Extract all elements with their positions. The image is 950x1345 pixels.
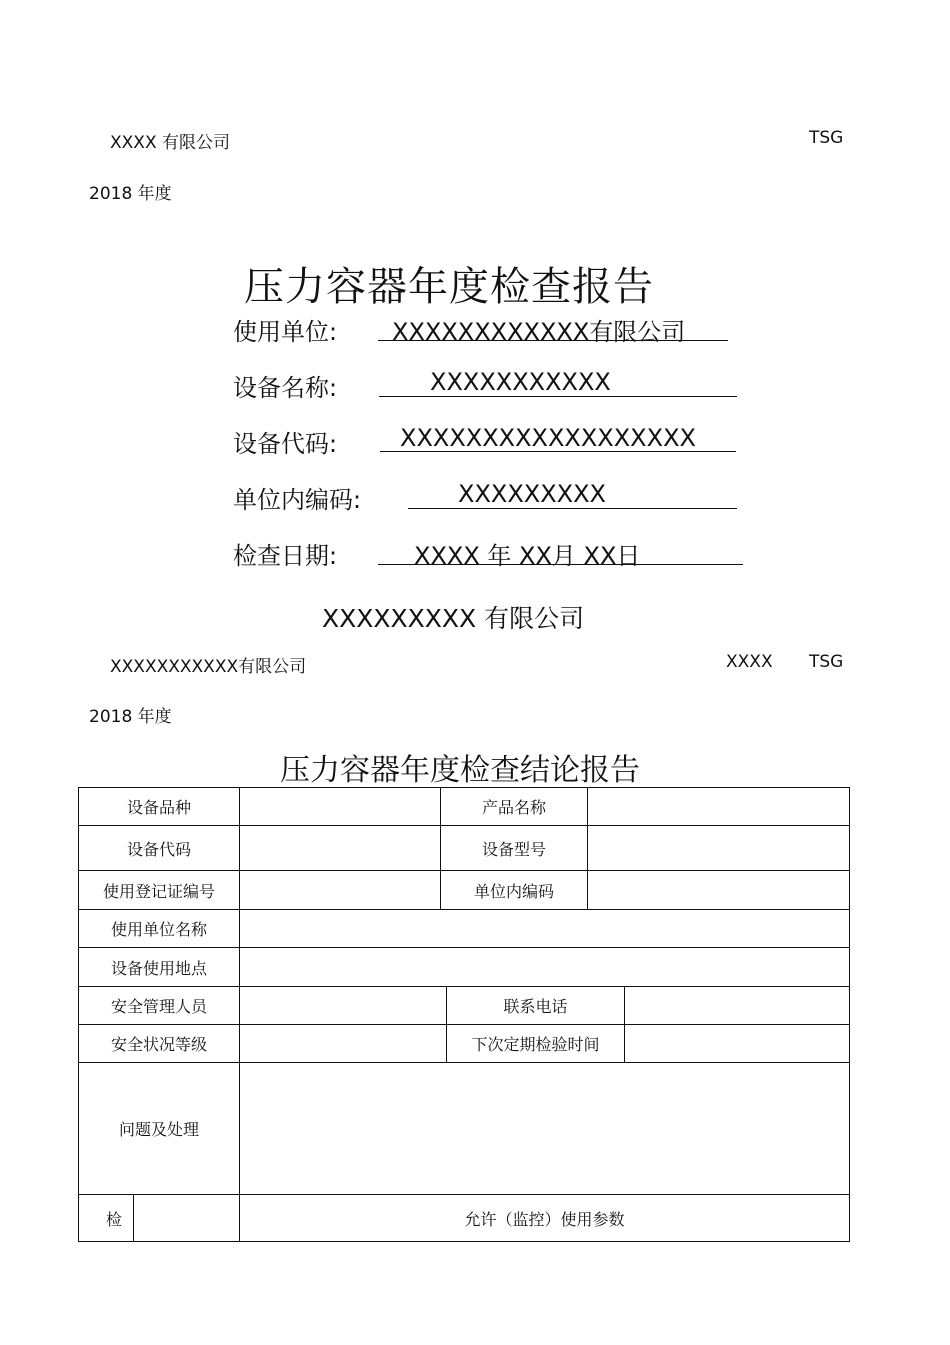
table-row [79,948,850,987]
cell-value[interactable] [240,948,850,987]
header-x: XXXX [726,652,773,672]
report-year: 2018 年度 [89,707,172,727]
table-row [79,1195,850,1242]
table-row [79,871,850,910]
company-name: XXXXXXXXX 有限公司 [322,604,585,633]
header-company: XXXX 有限公司 [110,133,230,153]
underline [378,564,743,565]
field-label-internal-code: 单位内编码: [233,486,362,514]
field-label-inspection-date: 检查日期: [233,542,338,570]
cell-value[interactable] [240,788,441,826]
cell-value[interactable] [588,871,850,910]
underline [378,340,728,341]
field-value-user-unit: XXXXXXXXXXXX有限公司 [392,318,686,346]
table-row [79,1063,850,1195]
header-code: TSG [809,128,844,148]
field-value-equipment-code: XXXXXXXXXXXXXXXXXX [400,424,696,452]
table-row [79,910,850,948]
underline [379,396,737,397]
cell-value[interactable] [240,1063,850,1195]
cell-label: 问题及处理 [79,1063,240,1195]
cell-label: 使用登记证编号 [79,871,240,910]
cell-label: 产品名称 [441,788,588,826]
cell-value[interactable] [625,1025,850,1063]
field-label-equipment-name: 设备名称: [233,374,338,402]
cell-label: 检 [79,1195,134,1242]
cell-label: 安全状况等级 [79,1025,240,1063]
report-title: 压力容器年度检查报告 [244,264,654,310]
cell-label: 安全管理人员 [79,987,240,1025]
cell-value[interactable] [240,871,441,910]
table-row [79,987,850,1025]
underline [408,508,737,509]
header-code: TSG [809,652,844,672]
cell-value[interactable] [240,910,850,948]
cell-value[interactable] [240,826,441,871]
field-value-inspection-date: XXXX 年 XX月 XX日 [414,542,641,570]
conclusion-report-title: 压力容器年度检查结论报告 [280,753,640,788]
field-value-internal-code: XXXXXXXXX [458,480,606,508]
field-label-user-unit: 使用单位: [233,318,338,346]
table-row [79,826,850,871]
cell-label: 下次定期检验时间 [447,1025,625,1063]
cell-label: 设备品种 [79,788,240,826]
table-row [79,1025,850,1063]
underline [380,451,736,452]
cell-value[interactable] [625,987,850,1025]
header-company: XXXXXXXXXXX有限公司 [110,657,307,677]
cell-label: 允许（监控）使用参数 [240,1195,850,1242]
cell-value[interactable] [134,1195,240,1242]
cell-label: 设备型号 [441,826,588,871]
cell-label: 设备代码 [79,826,240,871]
table-row [79,788,850,826]
cell-value[interactable] [240,987,447,1025]
cell-label: 使用单位名称 [79,910,240,948]
report-year: 2018 年度 [89,184,172,204]
cell-label: 设备使用地点 [79,948,240,987]
conclusion-table [78,787,850,1242]
field-label-equipment-code: 设备代码: [233,430,338,458]
field-value-equipment-name: XXXXXXXXXXX [430,368,611,396]
cell-value[interactable] [588,788,850,826]
cell-label: 单位内编码 [441,871,588,910]
cell-value[interactable] [240,1025,447,1063]
cell-label: 联系电话 [447,987,625,1025]
cell-value[interactable] [588,826,850,871]
